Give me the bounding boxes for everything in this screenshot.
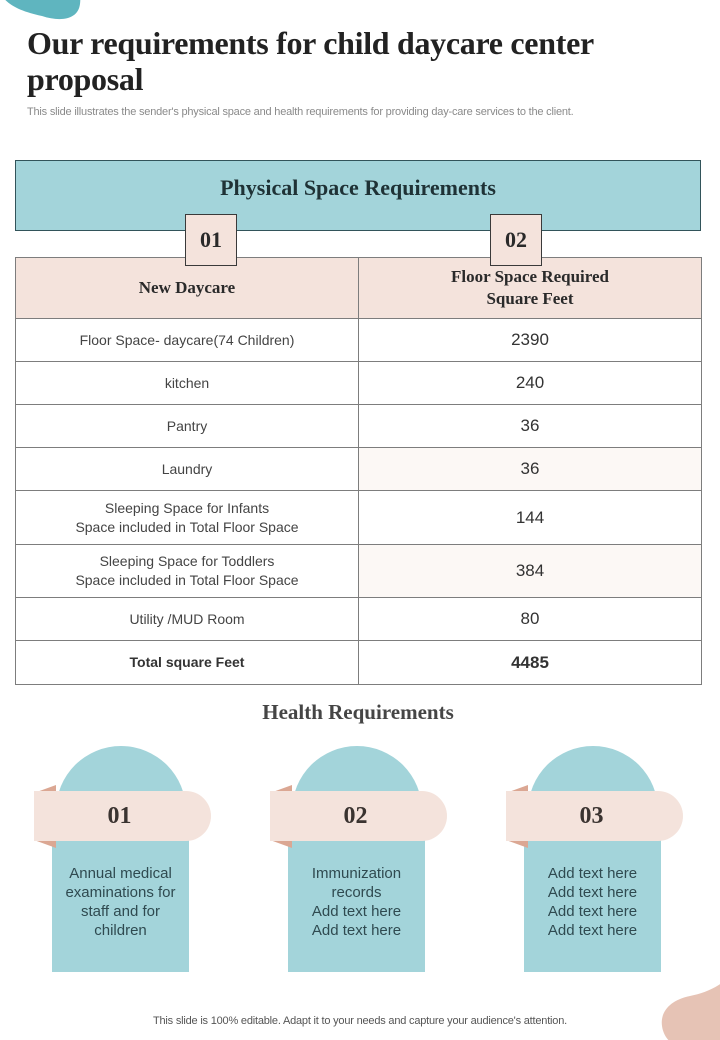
- health-card-01: [34, 746, 214, 974]
- row-label: Floor Space- daycare(74 Children): [16, 319, 359, 362]
- card-number-ribbon: [34, 791, 211, 841]
- ribbon-fold-bottom: [270, 840, 292, 848]
- row-value: 384: [359, 545, 702, 598]
- card-text-line: examinations for: [65, 884, 176, 901]
- card-text: [530, 864, 655, 972]
- page-title: Our requirements for child daycare center proposal: [27, 25, 594, 97]
- column-badge-02: 02: [490, 214, 542, 266]
- card-number-ribbon: [270, 791, 447, 841]
- card-text-line: Add text here: [311, 922, 402, 939]
- table-row: [16, 405, 702, 448]
- total-value: 4485: [359, 641, 702, 685]
- card-text-line: Add text here: [547, 922, 638, 939]
- row-value: 240: [359, 362, 702, 405]
- card-text: [294, 864, 419, 972]
- row-value: 2390: [359, 319, 702, 362]
- row-label: [16, 545, 359, 598]
- table-row: [16, 362, 702, 405]
- card-text-line: Annual medical: [69, 865, 172, 882]
- card-text-line: Add text here: [547, 884, 638, 901]
- card-text-line: Add text here: [547, 903, 638, 920]
- card-number-ribbon: [506, 791, 683, 841]
- card-text-line: Add text here: [547, 865, 638, 882]
- row-label-line1: Sleeping Space for Infants: [104, 499, 270, 516]
- table-row: [16, 319, 702, 362]
- card-text-line: records: [331, 884, 382, 901]
- row-label: Pantry: [16, 405, 359, 448]
- card-text-line: Immunization: [311, 865, 402, 882]
- row-label: [16, 491, 359, 545]
- health-card-03: [506, 746, 686, 974]
- health-card-02: [270, 746, 450, 974]
- row-label: Laundry: [16, 448, 359, 491]
- row-label-line2: Space included in Total Floor Space: [75, 518, 299, 535]
- row-label-line2: Space included in Total Floor Space: [75, 572, 299, 588]
- row-value: 144: [359, 491, 702, 545]
- card-text-line: Add text here: [311, 903, 402, 920]
- physical-space-heading: Physical Space Requirements: [220, 175, 496, 200]
- card-number: 03: [579, 802, 604, 829]
- card-body: [524, 840, 661, 972]
- card-text-line: children: [94, 922, 147, 939]
- card-body: [52, 840, 189, 972]
- row-value: 36: [359, 448, 702, 491]
- column-badge-01: 01: [185, 214, 237, 266]
- column-header-new-daycare: New Daycare: [16, 258, 359, 319]
- row-value: 36: [359, 405, 702, 448]
- card-number: 02: [343, 802, 368, 829]
- table-row: [16, 448, 702, 491]
- card-body: [288, 840, 425, 972]
- table-row: [16, 491, 702, 545]
- row-label-line1: Sleeping Space for Toddlers: [99, 553, 275, 569]
- row-label: Utility /MUD Room: [16, 598, 359, 641]
- ribbon-fold-bottom: [34, 840, 56, 848]
- card-text: [58, 864, 183, 972]
- column-header-floor-space-text: Floor Space Required Square Feet: [450, 267, 610, 308]
- card-number: 01: [107, 802, 132, 829]
- row-label: kitchen: [16, 362, 359, 405]
- health-requirements-heading: Health Requirements: [262, 700, 454, 724]
- footer-note: This slide is 100% editable. Adapt it to your needs and capture your audience's attention.: [153, 1015, 567, 1027]
- decorative-blob-top-left: [0, 0, 82, 26]
- total-label: Total square Feet: [16, 641, 359, 685]
- physical-space-table: [15, 257, 702, 685]
- card-text-line: staff and for: [81, 903, 160, 920]
- table-total-row: [16, 641, 702, 685]
- table-row: [16, 598, 702, 641]
- physical-space-banner: [15, 160, 701, 231]
- table-row: [16, 545, 702, 598]
- table-header-row: [16, 258, 702, 319]
- column-header-floor-space: [359, 258, 702, 319]
- ribbon-fold-bottom: [506, 840, 528, 848]
- row-value: 80: [359, 598, 702, 641]
- page-subtitle: This slide illustrates the sender's physical space and health requirements for providing day-care services to the client.: [27, 106, 574, 118]
